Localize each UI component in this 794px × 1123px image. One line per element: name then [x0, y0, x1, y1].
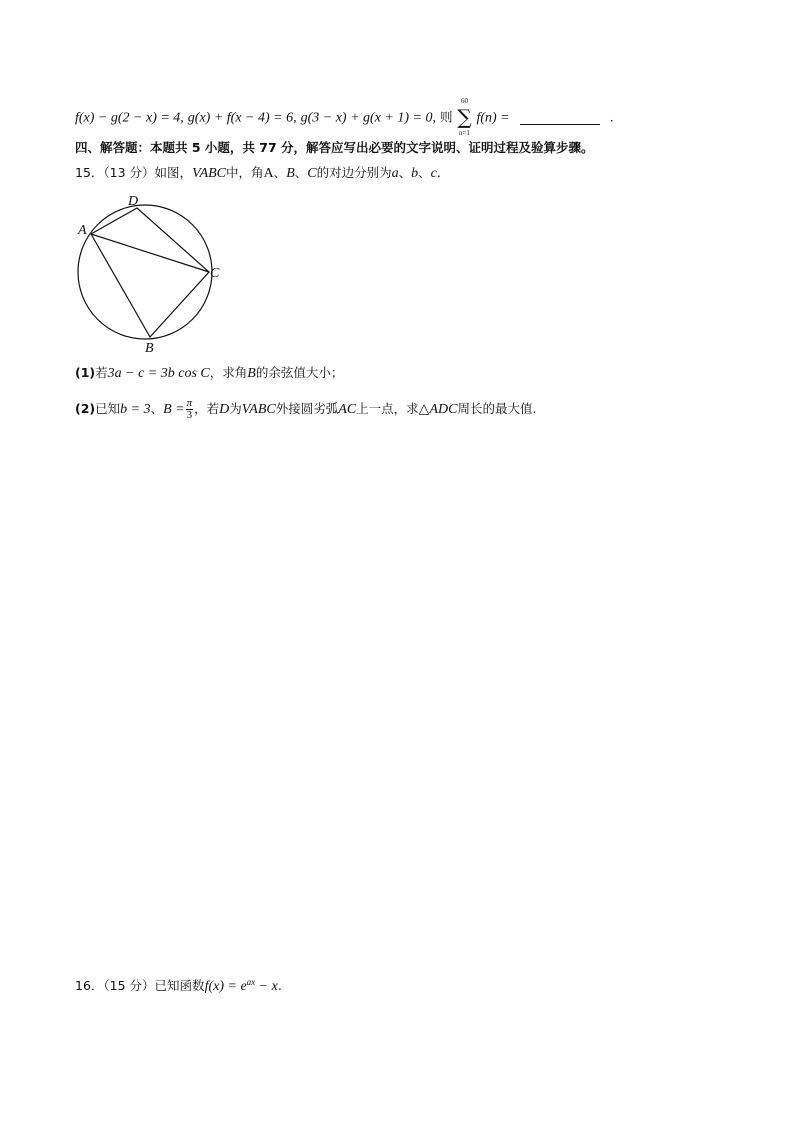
part-2-text-4: 外接圆劣弧 [275, 401, 339, 416]
answer-blank[interactable] [520, 112, 600, 125]
q16-exponent: ax [246, 977, 256, 987]
label-a: A [78, 223, 87, 238]
q15-score: （13 分） [103, 165, 155, 180]
sum-upper-limit: 60 [460, 97, 468, 105]
part-2-text-2: ，若 [194, 401, 220, 416]
q16-score: （15 分） [103, 978, 155, 994]
q15-text-4: . [436, 165, 441, 180]
section-4-header: 四、解答题：本题共 5 小题，共 77 分，解答应写出必要的文字说明、证明过程及验算步骤。 [75, 140, 594, 155]
q16-number: 16． [75, 978, 104, 994]
q15-side-b: b [411, 166, 419, 181]
part-2-sep: 、 [150, 401, 164, 416]
part-1-text-3: 的余弦值大小； [255, 365, 344, 380]
q16-end: . [277, 978, 282, 994]
q15-text-3: 的对边分别为 [316, 165, 392, 180]
q15-angle-b: B [286, 166, 295, 181]
pi-over-3 [186, 398, 194, 421]
q16-stem [75, 973, 282, 996]
part-2-b-value: b = 3 [120, 402, 151, 417]
frac-numerator: π [186, 397, 193, 409]
part-2-arc: AC [338, 402, 357, 417]
part-1-angle-b: B [247, 366, 256, 381]
q15-angle-a: A [263, 166, 274, 181]
q15-side-a: a [391, 166, 399, 181]
q15-sep-3: 、 [398, 165, 412, 180]
q15-sep-1: 、 [273, 165, 287, 180]
part-1-equation: 3a − c = 3b cos C [107, 366, 210, 381]
diagonal-ac [91, 234, 209, 272]
part-2-text-5: 上一点，求 [356, 401, 419, 416]
part-2-triangle-adc: △ADC [418, 402, 458, 417]
part-2-text-6: 周长的最大值. [457, 401, 537, 416]
q14-condition-3: g(3 − x) + g(x + 1) = 0, [300, 110, 436, 126]
part-1-text-1: 若 [95, 365, 108, 380]
q15-triangle: VABC [192, 166, 227, 181]
q15-side-c: c [430, 166, 437, 181]
part-2-point-d: D [219, 402, 230, 417]
sum-lower-limit: n=1 [458, 129, 470, 137]
q15-number: 15． [75, 165, 104, 180]
circumcircle [78, 205, 212, 339]
sigma-icon: ∑ [457, 105, 472, 129]
part-2-angle-b: B = [163, 402, 185, 417]
sum-term: f(n) = [476, 110, 510, 126]
part-2-text-1: 已知 [95, 401, 121, 416]
q15-part-1 [75, 364, 343, 383]
q14-then: 则 [439, 109, 453, 125]
q15-sep-2: 、 [294, 165, 308, 180]
frac-denominator: 3 [186, 409, 193, 421]
q16-text-1: 已知函数 [154, 978, 205, 994]
q15-angle-c: C [307, 166, 317, 181]
label-d: D [128, 194, 139, 209]
part-1-label: (1) [75, 365, 96, 380]
q15-sep-4: 、 [418, 165, 431, 180]
summation [456, 97, 472, 137]
q15-stem [75, 164, 441, 183]
q14-end: . [609, 109, 614, 125]
q15-text-1: 如图， [154, 165, 193, 180]
label-b: B [145, 341, 154, 356]
label-c: C [210, 266, 220, 281]
q14-condition-1: f(x) − g(2 − x) = 4, [75, 110, 184, 126]
q15-text-2: 中，角 [226, 165, 264, 180]
q14-condition-2: g(x) + f(x − 4) = 6, [187, 110, 297, 126]
part-2-triangle: VABC [241, 402, 276, 417]
part-1-text-2: ，求角 [209, 365, 248, 380]
q15-part-2 [75, 398, 536, 421]
q14-condition-line [75, 97, 614, 137]
q16-function: f(x) = e [204, 979, 247, 995]
part-2-label: (2) [75, 401, 96, 416]
q16-function-end: − x [255, 979, 278, 995]
part-2-text-3: 为 [229, 401, 242, 416]
quadrilateral-edges [91, 208, 209, 337]
